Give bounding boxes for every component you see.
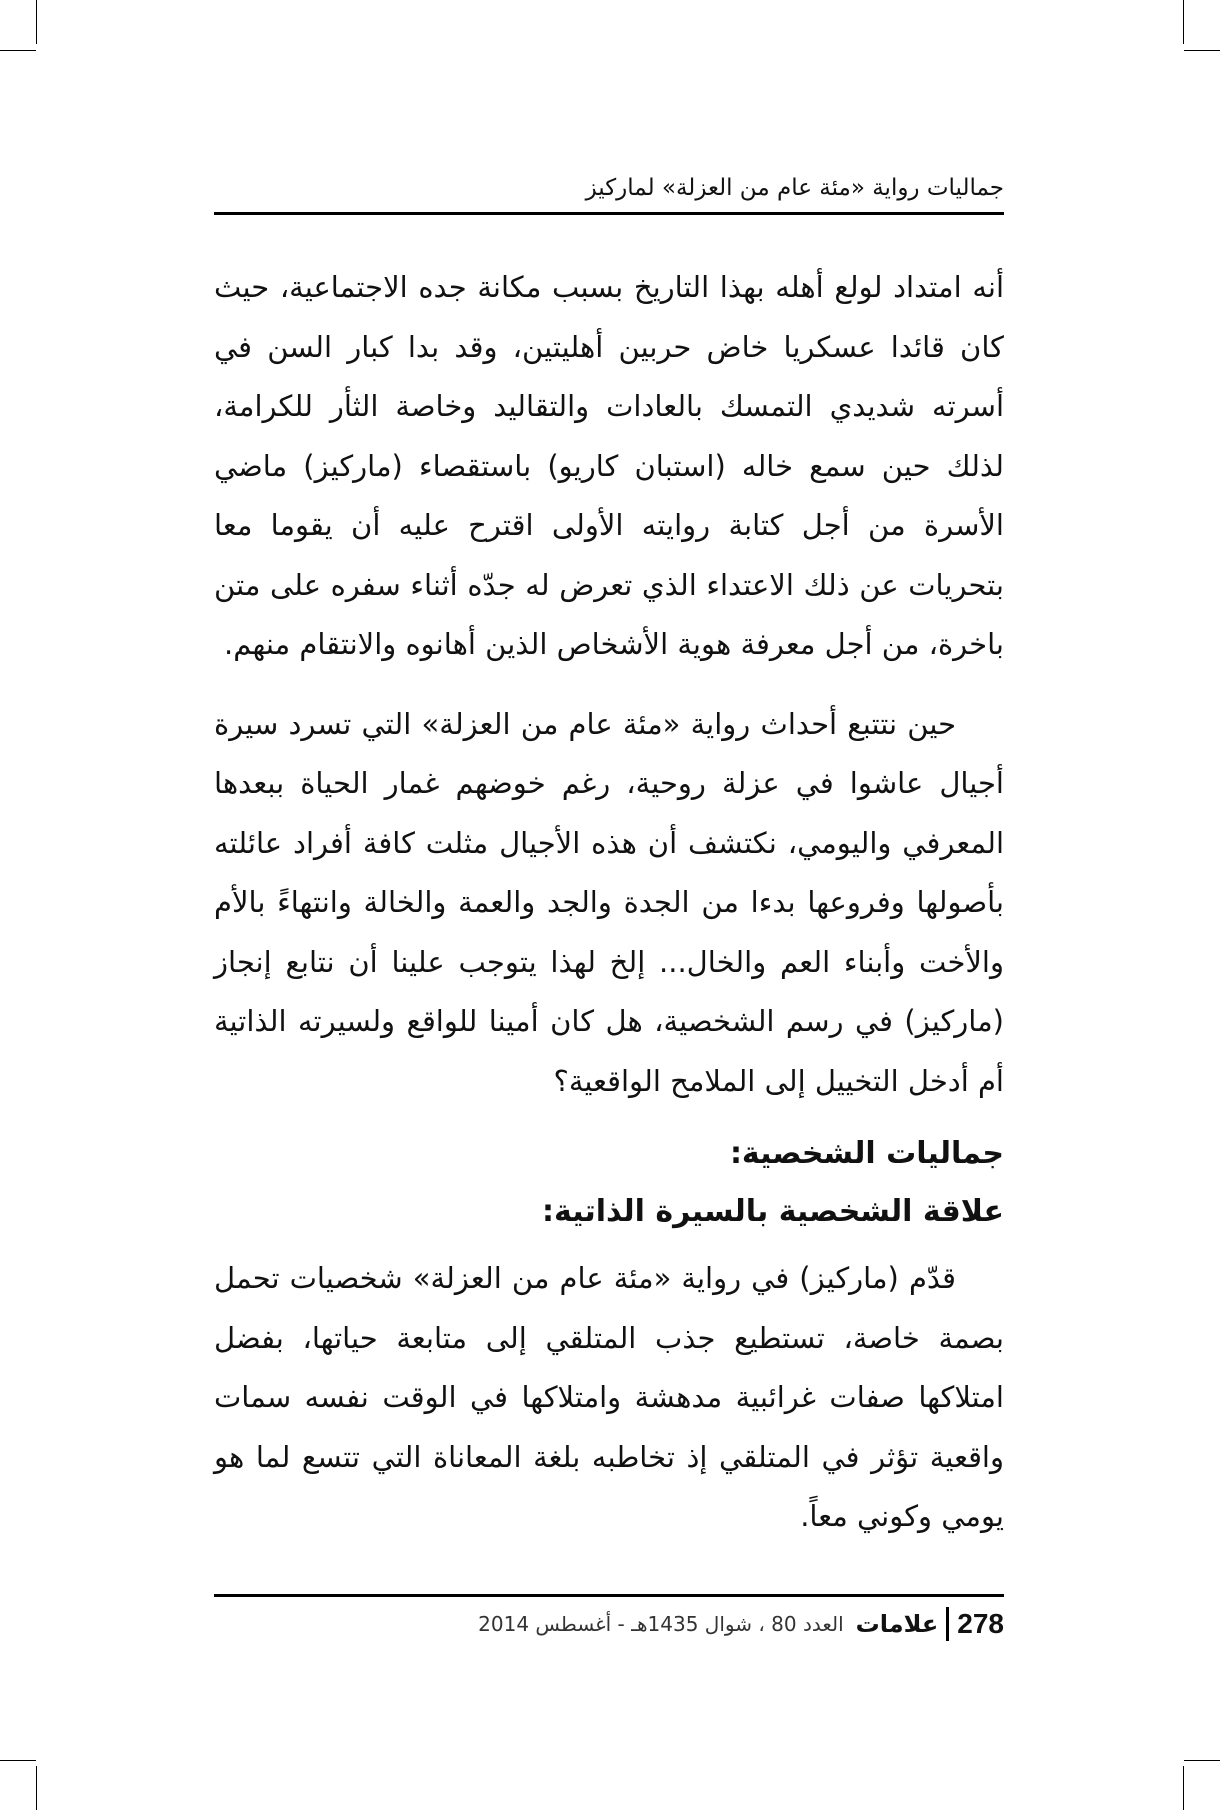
crop-mark — [1184, 1760, 1220, 1761]
issue-info: العدد 80 ، شوال 1435هـ - أغسطس 2014 — [478, 1612, 844, 1636]
crop-mark — [1183, 0, 1184, 44]
crop-mark — [1184, 50, 1220, 51]
crop-mark — [0, 50, 36, 51]
paragraph: قدّم (ماركيز) في رواية «مئة عام من العزلة» شخصيات تحمل بصمة خاصة، تستطيع جذب المتلقي إلى متابعة حياتها، بفضل امتلاكها صفات غرائبية مدهشة وامتلاكها في الوقت نفسه سمات واقعية تؤثر في المتلقي إذ تخاطبه بلغة المعاناة التي تتسع لما هو يومي وكوني معاً. — [214, 1261, 1004, 1533]
running-title: جماليات رواية «مئة عام من العزلة» لماركيز — [585, 175, 1004, 201]
paragraph: حين نتتبع أحداث رواية «مئة عام من العزلة» التي تسرد سيرة أجيال عاشوا في عزلة روحية، رغم خوضهم غمار الحياة ببعدها المعرفي واليومي، نكتشف أن هذه الأجيال مثلت كافة أفراد عائلته بأصولها وفروعها بدءا من الجدة والجد والعمة والخالة وانتهاءً بالأم والأخت وأبناء العم والخال... إلخ لهذا يتوجب علينا أن نتابع إنجاز (ماركيز) في رسم الشخصية، هل كان أمينا للواقع ولسيرته الذاتية أم أدخل التخييل إلى الملامح الواقعية؟ — [214, 706, 1004, 1098]
page-number: 278 — [957, 1608, 1004, 1639]
crop-mark — [36, 0, 37, 44]
subsection-heading: علاقة الشخصية بالسيرة الذاتية: — [542, 1194, 1004, 1229]
journal-name: علامات — [855, 1610, 939, 1638]
page-footer — [214, 1602, 1004, 1646]
footer-divider — [946, 1607, 949, 1641]
header-rule — [214, 212, 1004, 215]
paragraph: أنه امتداد لولع أهله بهذا التاريخ بسبب مكانة جده الاجتماعية، حيث كان قائدا عسكريا خاض حربين أهليتين، وقد بدا كبار السن في أسرته شديدي التمسك بالعادات والتقاليد وخاصة الثأر للكرامة، لذلك حين سمع خاله (استبان كاريو) باستقصاء (ماركيز) ماضي الأسرة من أجل كتابة روايته الأولى اقترح عليه أن يقوما معا بتحريات عن ذلك الاعتداء الذي تعرض له جدّه أثناء سفره على متن باخرة، من أجل معرفة هوية الأشخاص الذين أهانوه والانتقام منهم. — [214, 270, 1004, 661]
article-body — [214, 258, 1004, 1547]
crop-mark — [1183, 1766, 1184, 1810]
section-heading: جماليات الشخصية: — [729, 1136, 1004, 1171]
crop-mark — [36, 1766, 37, 1810]
crop-mark — [0, 1760, 36, 1761]
footer-rule — [214, 1594, 1004, 1597]
